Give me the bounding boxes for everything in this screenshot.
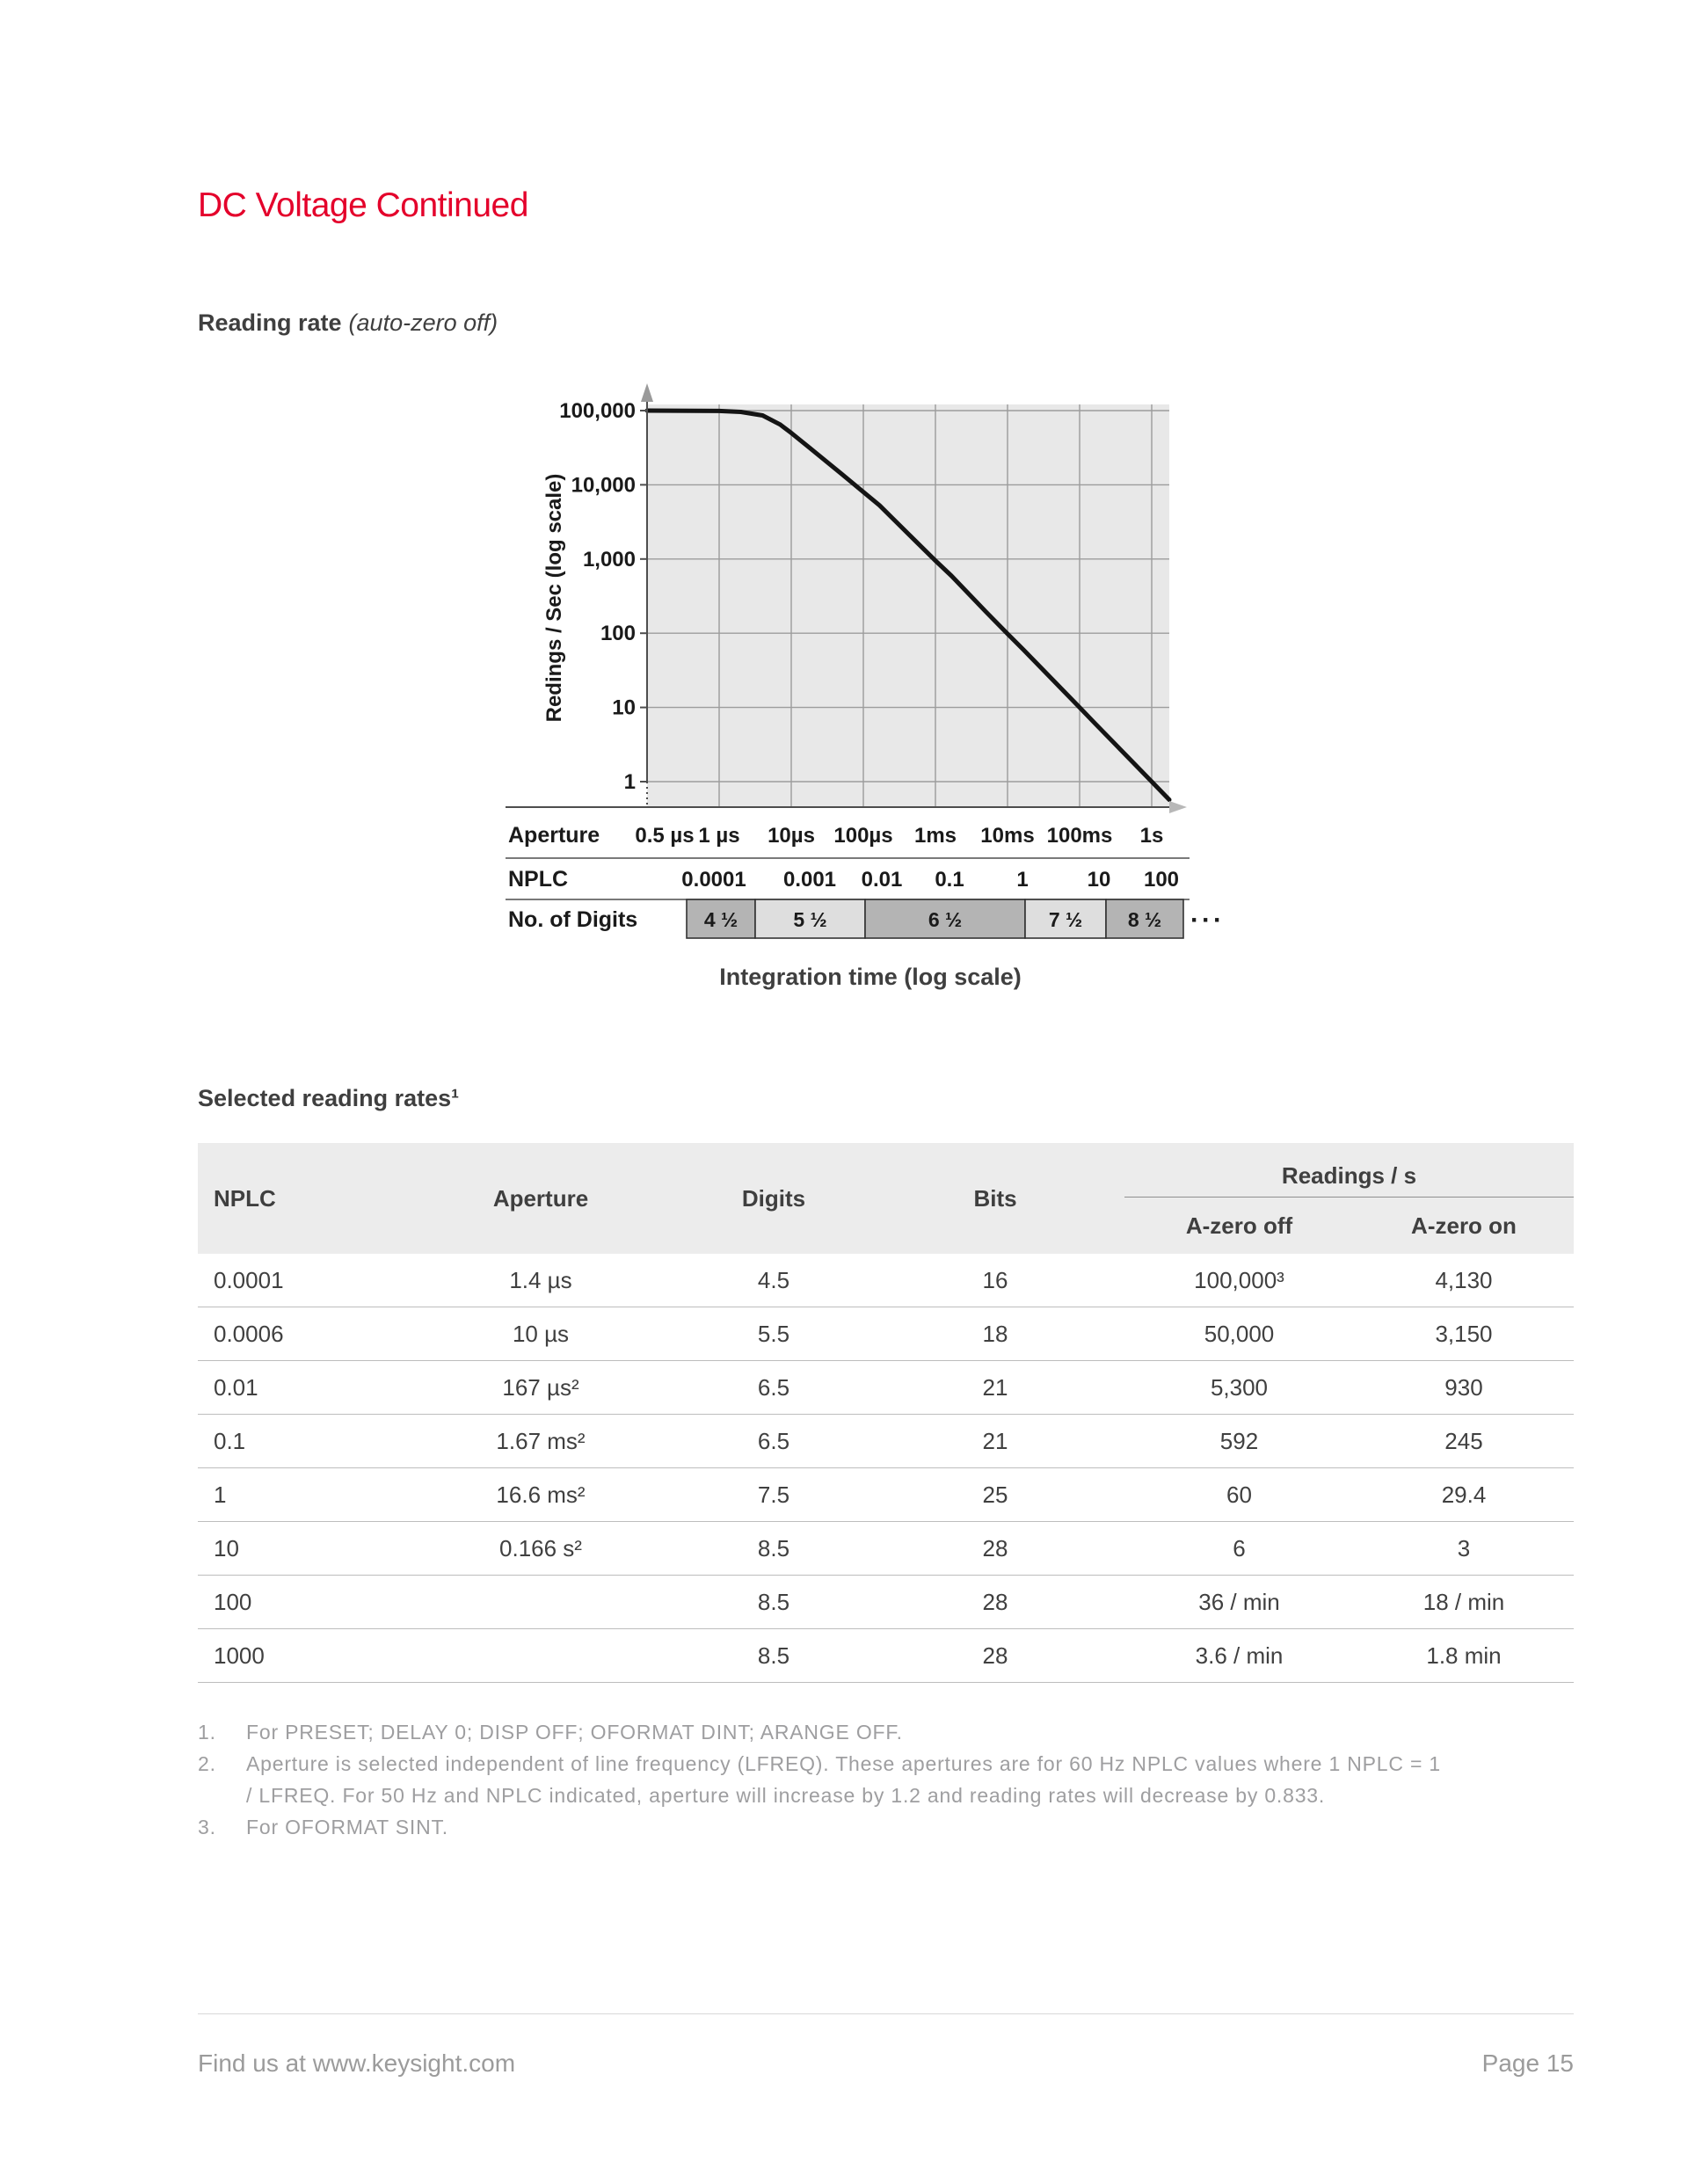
y-tick-label: 1 xyxy=(623,770,636,794)
nplc-value: 0.1 xyxy=(935,868,964,892)
page-title: DC Voltage Continued xyxy=(198,186,528,224)
digits-ellipsis: ··· xyxy=(1190,906,1225,935)
nplc-value: 10 xyxy=(1087,868,1111,892)
footnotes xyxy=(198,1716,1517,1843)
table-cell: 16.6 ms² xyxy=(496,1481,586,1508)
table-header-row xyxy=(198,1143,1574,1254)
table-row xyxy=(198,1415,1574,1468)
digits-segment-label: 4 ½ xyxy=(703,908,738,931)
table-cell: 10 µs xyxy=(512,1320,570,1347)
y-tick-label: 1,000 xyxy=(582,547,636,571)
footnote-text: Aperture is selected independent of line frequency (LFREQ). These apertures are for 60 Hz NPLC values where 1 NPLC = 1 / LFREQ. For 50 Hz and NPLC indicated, aperture will increase by 1.2 and reading rates will decrease by 0.833. xyxy=(246,1752,1441,1807)
table-cell: 0.01 xyxy=(214,1373,258,1401)
footnote-text: For PRESET; DELAY 0; DISP OFF; OFORMAT DINT; ARANGE OFF. xyxy=(246,1721,903,1744)
table-cell: 21 xyxy=(982,1427,1008,1454)
table-cell: 1.8 min xyxy=(1426,1642,1502,1669)
nplc-row-label: NPLC xyxy=(508,867,569,892)
col-header-azero-off: A-zero off xyxy=(1185,1212,1293,1239)
page-footer xyxy=(198,2013,1574,2078)
table-cell: 6.5 xyxy=(757,1427,790,1454)
table-cell: 245 xyxy=(1444,1427,1483,1454)
table-cell: 6.5 xyxy=(757,1373,790,1401)
aperture-row-label: Aperture xyxy=(508,823,600,848)
readings-header-group xyxy=(1124,1143,1574,1254)
table-cell: 1.67 ms² xyxy=(496,1427,586,1454)
footnote-number: 3. xyxy=(198,1816,216,1838)
table-cell: 0.166 s² xyxy=(499,1534,582,1562)
x-tick-label: 1s xyxy=(1139,824,1164,848)
table-cell: 5.5 xyxy=(757,1320,790,1347)
footnote xyxy=(198,1811,1517,1843)
table-row xyxy=(198,1629,1574,1683)
table-row xyxy=(198,1361,1574,1415)
col-header-aperture: Aperture xyxy=(492,1184,589,1212)
table-cell: 4,130 xyxy=(1435,1266,1493,1293)
table-row xyxy=(198,1254,1574,1307)
table-cell: 60 xyxy=(1226,1481,1252,1508)
table-row xyxy=(198,1522,1574,1576)
chart-x-axis-title: Integration time (log scale) xyxy=(719,964,1022,990)
x-tick-label: 0.5 µs xyxy=(635,824,695,848)
footer-url[interactable]: Find us at www.keysight.com xyxy=(198,2049,516,2077)
x-tick-label: 10ms xyxy=(980,824,1035,848)
col-header-bits: Bits xyxy=(973,1184,1017,1212)
nplc-value: 0.001 xyxy=(782,868,837,892)
col-header-digits: Digits xyxy=(741,1184,806,1212)
table-cell: 36 / min xyxy=(1198,1588,1280,1615)
digits-row-label: No. of Digits xyxy=(508,907,638,932)
table-cell: 7.5 xyxy=(757,1481,790,1508)
footnote-number: 2. xyxy=(198,1752,216,1775)
x-tick-label: 1ms xyxy=(913,824,957,848)
nplc-value: 0.01 xyxy=(861,868,903,892)
x-tick-label: 1 µs xyxy=(698,824,740,848)
digits-segment-label: 6 ½ xyxy=(928,908,963,931)
col-header-readings-per-s: Readings / s xyxy=(1124,1143,1574,1198)
table-row xyxy=(198,1307,1574,1361)
reading-rate-chart xyxy=(492,378,1248,950)
nplc-value: 0.0001 xyxy=(681,868,746,892)
reading-rate-heading-qualifier: (auto-zero off) xyxy=(348,309,498,336)
y-tick-label: 10,000 xyxy=(571,473,636,498)
footnote-text: For OFORMAT SINT. xyxy=(246,1816,448,1838)
table-cell: 16 xyxy=(982,1266,1008,1293)
table-body xyxy=(198,1254,1574,1683)
table-cell: 1000 xyxy=(214,1642,265,1669)
y-tick-label: 10 xyxy=(612,695,636,720)
selected-reading-rates-heading: Selected reading rates¹ xyxy=(198,1085,460,1111)
table-cell: 29.4 xyxy=(1441,1481,1487,1508)
y-tick-label: 100,000 xyxy=(559,399,636,423)
table-cell: 1 xyxy=(214,1481,227,1508)
readings-subheader-row xyxy=(1124,1198,1574,1254)
digits-segment-label: 7 ½ xyxy=(1048,908,1083,931)
table-cell: 0.0001 xyxy=(214,1266,284,1293)
page-number: Page 15 xyxy=(1481,2049,1574,2077)
table-cell: 8.5 xyxy=(757,1588,790,1615)
table-cell: 3 xyxy=(1457,1534,1471,1562)
digits-segment-label: 8 ½ xyxy=(1127,908,1162,931)
reading-rate-heading-text: Reading rate xyxy=(198,309,342,336)
table-cell: 10 xyxy=(214,1534,239,1562)
x-tick-label: 100ms xyxy=(1046,824,1113,848)
footnote-number: 1. xyxy=(198,1721,216,1744)
y-axis-arrow-icon xyxy=(641,383,653,402)
chart-svg xyxy=(492,378,1248,950)
table-cell: 100,000³ xyxy=(1194,1266,1284,1293)
table-cell xyxy=(400,1629,681,1682)
table-cell: 0.0006 xyxy=(214,1320,284,1347)
table-cell: 930 xyxy=(1444,1373,1483,1401)
footnote xyxy=(198,1748,1517,1811)
table-cell: 6 xyxy=(1233,1534,1246,1562)
digits-segment-label: 5 ½ xyxy=(793,908,827,931)
table-cell: 4.5 xyxy=(757,1266,790,1293)
col-header-nplc: NPLC xyxy=(214,1184,276,1212)
reading-rate-heading xyxy=(198,309,498,337)
table-cell: 50,000 xyxy=(1204,1320,1275,1347)
table-cell: 25 xyxy=(982,1481,1008,1508)
table-cell: 18 xyxy=(982,1320,1008,1347)
plot-area xyxy=(647,404,1169,807)
table-cell: 21 xyxy=(982,1373,1008,1401)
nplc-value: 1 xyxy=(1016,868,1029,892)
table-row xyxy=(198,1576,1574,1629)
table-cell: 28 xyxy=(982,1588,1008,1615)
nplc-value: 100 xyxy=(1143,868,1180,892)
table-cell: 1.4 µs xyxy=(509,1266,572,1293)
table-cell: 592 xyxy=(1219,1427,1259,1454)
table-cell: 28 xyxy=(982,1642,1008,1669)
x-axis-arrow-icon xyxy=(1169,801,1187,813)
y-tick-label: 100 xyxy=(600,622,636,646)
table-cell: 3.6 / min xyxy=(1195,1642,1284,1669)
footnote xyxy=(198,1716,1517,1748)
table-cell: 18 / min xyxy=(1422,1588,1505,1615)
x-tick-label: 10µs xyxy=(768,824,815,848)
x-tick-label: 100µs xyxy=(833,824,893,848)
reading-rates-table xyxy=(198,1143,1574,1683)
table-cell: 8.5 xyxy=(757,1642,790,1669)
table-row xyxy=(198,1468,1574,1522)
col-header-azero-on: A-zero on xyxy=(1411,1212,1517,1239)
y-axis-title: Redings / Sec (log scale) xyxy=(542,473,566,723)
table-cell: 100 xyxy=(214,1588,252,1615)
table-cell: 167 µs² xyxy=(502,1373,579,1401)
table-cell: 5,300 xyxy=(1210,1373,1269,1401)
table-cell: 8.5 xyxy=(757,1534,790,1562)
table-cell: 3,150 xyxy=(1435,1320,1493,1347)
table-cell: 0.1 xyxy=(214,1427,246,1454)
table-cell xyxy=(400,1576,681,1628)
table-cell: 28 xyxy=(982,1534,1008,1562)
